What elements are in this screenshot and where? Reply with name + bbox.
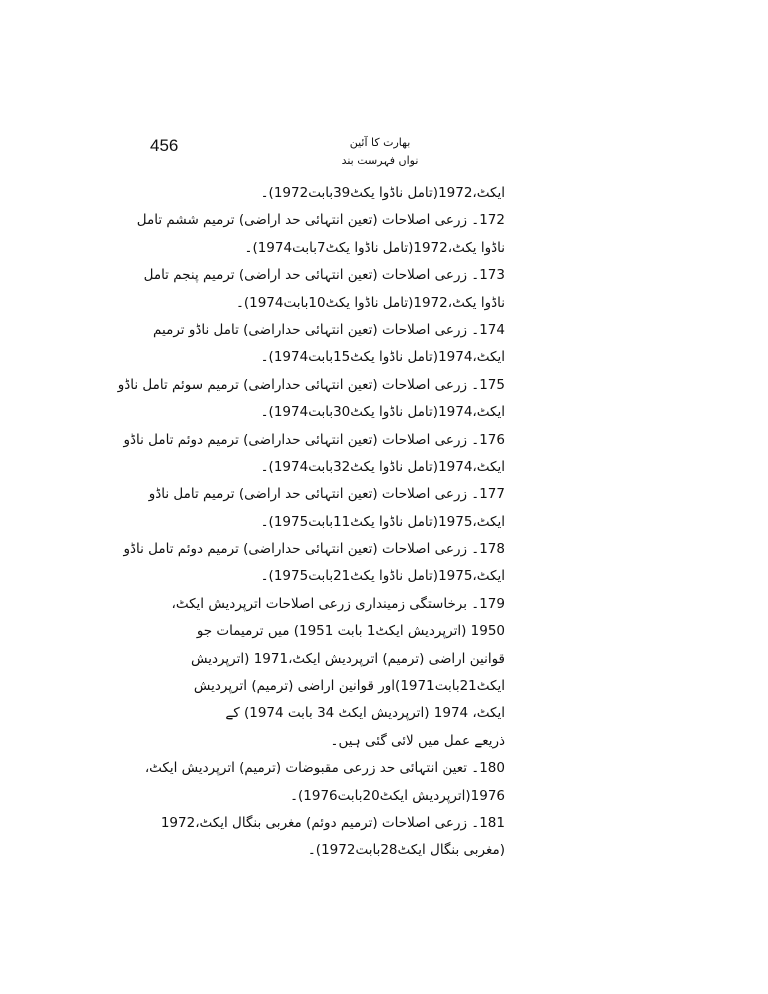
- text-line: (مغربی بنگال ایکٹ28بابت1972)۔: [307, 842, 505, 859]
- text-line: ایکٹ،1972(تامل ناڈوا یکٹ39بابت1972)۔: [260, 185, 505, 201]
- text-line: قوانین اراضی (ترمیم) اترپردیش ایکٹ،1971 (اترپردیش: [191, 650, 505, 667]
- running-head: [300, 134, 460, 170]
- text-line: 180۔ تعین انتہائی حد زرعی مقبوضات (ترمیم) اترپردیش ایکٹ،: [144, 760, 505, 777]
- text-line: 173۔ زرعی اصلاحات (تعین انتہائی حد اراضی) ترمیم پنجم تامل: [143, 267, 505, 284]
- text-line: 176۔ زرعی اصلاحات (تعین انتہائی حداراضی) ترمیم دوئم تامل ناڈو: [123, 431, 505, 448]
- text-line: ایکٹ، 1974 (اترپردیش ایکٹ 34 بابت 1974) کے: [225, 705, 505, 722]
- text-line: 1950 (اترپردیش ایکٹ1 بابت 1951) میں ترمیمات جو: [196, 623, 505, 640]
- text-line: 172۔ زرعی اصلاحات (تعین انتہائی حد اراضی) ترمیم ششم تامل: [136, 212, 505, 229]
- schedule-title: نواں فہرست بند: [341, 154, 419, 167]
- text-line: ناڈوا یکٹ،1972(تامل ناڈوا یکٹ10بابت1974)۔: [235, 294, 505, 311]
- text-line: 181۔ زرعی اصلاحات (ترمیم دوئم) مغربی بنگال ایکٹ،1972: [160, 814, 505, 831]
- text-line: ایکٹ21بابت1971)اور قوانین اراضی (ترمیم) اترپردیش: [193, 678, 505, 695]
- text-line: 178۔ زرعی اصلاحات (تعین انتہائی حداراضی) ترمیم دوئم تامل ناڈو: [123, 541, 505, 558]
- text-line: ناڈوا یکٹ،1972(تامل ناڈوا یکٹ7بابت1974)۔: [244, 239, 505, 256]
- text-line: ایکٹ،1975(تامل ناڈوا یکٹ21بابت1975)۔: [260, 568, 505, 585]
- book-title: بھارت کا آئین: [349, 136, 411, 149]
- text-line: 175۔ زرعی اصلاحات (تعین انتہائی حداراضی) ترمیم سوئم تامل ناڈو: [117, 376, 505, 393]
- text-line: ایکٹ،1974(تامل ناڈوا یکٹ32بابت1974)۔: [260, 458, 505, 475]
- schedule-entries: [117, 180, 505, 865]
- text-line: ایکٹ،1974(تامل ناڈوا یکٹ30بابت1974)۔: [260, 404, 505, 421]
- text-line: 1976(اترپردیش ایکٹ20بابت1976)۔: [290, 787, 505, 804]
- page-number: 456: [150, 136, 179, 155]
- text-line: 179۔ برخاستگی زمینداری زرعی اصلاحات اترپردیش ایکٹ،: [171, 595, 505, 612]
- text-line: ایکٹ،1975(تامل ناڈوا یکٹ11بابت1975)۔: [260, 513, 505, 530]
- text-line: ذریعے عمل میں لائی گئی ہیں۔: [330, 732, 505, 749]
- text-line: 174۔ زرعی اصلاحات (تعین انتہائی حداراضی) تامل ناڈو ترمیم: [153, 321, 505, 338]
- text-line: ایکٹ،1974(تامل ناڈوا یکٹ15بابت1974)۔: [260, 349, 505, 366]
- text-line: 177۔ زرعی اصلاحات (تعین انتہائی حد اراضی) ترمیم تامل ناڈو: [148, 486, 505, 503]
